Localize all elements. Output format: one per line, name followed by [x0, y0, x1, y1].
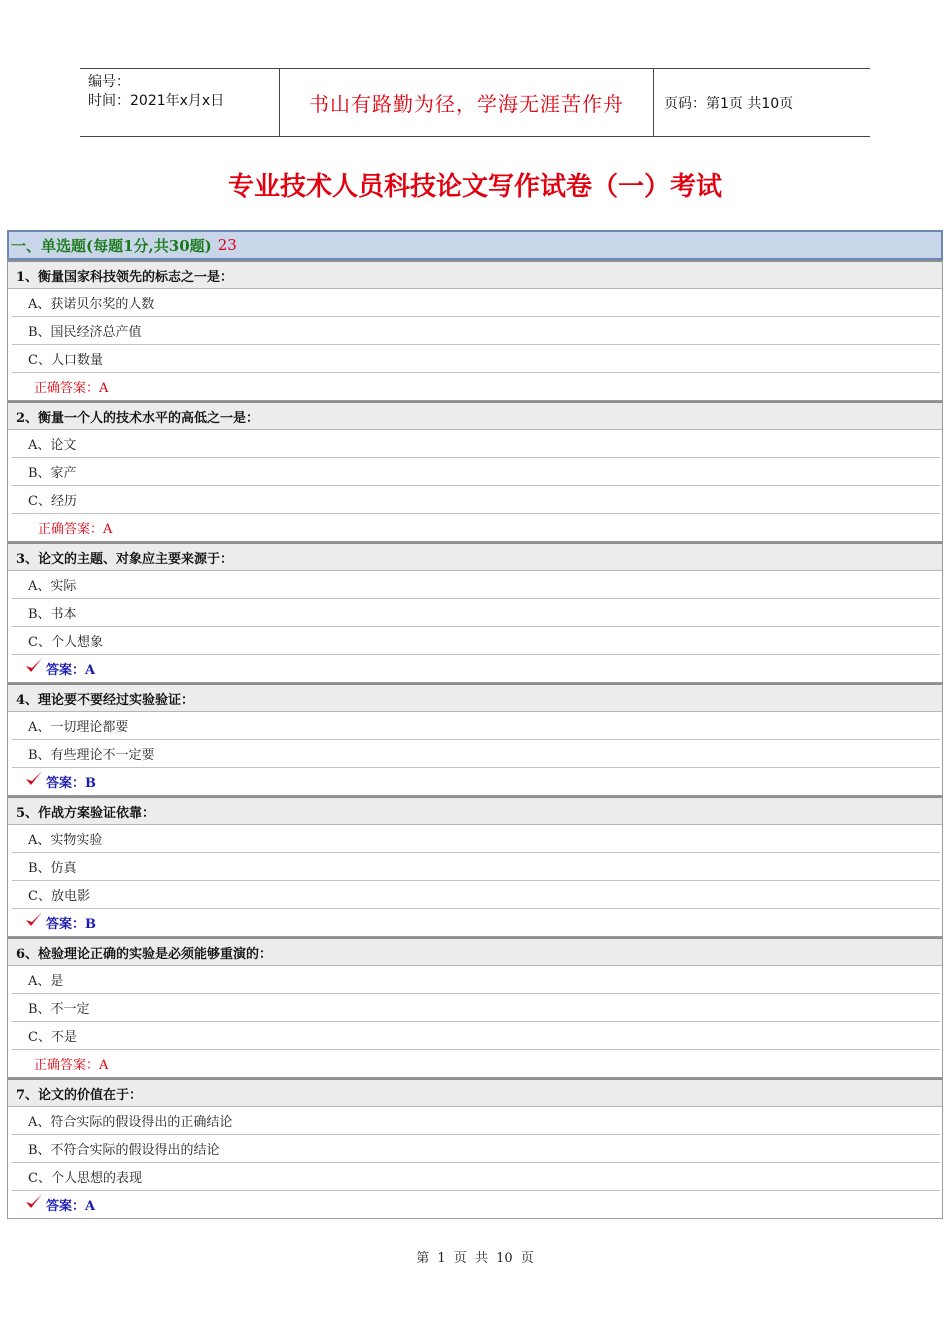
answer-option[interactable]: A、论文 — [12, 430, 940, 458]
answer-option[interactable]: C、经历 — [12, 486, 940, 514]
answer-label: 答案：A — [46, 663, 96, 678]
question-title: 5、作战方案验证依靠： — [8, 796, 942, 825]
document-title: 专业技术人员科技论文写作试卷（一）考试 — [227, 172, 722, 202]
question-title: 1、衡量国家科技领先的标志之一是： — [8, 260, 942, 289]
question-block — [7, 401, 943, 542]
answer-label: 答案：B — [46, 776, 96, 791]
answer-option[interactable]: A、符合实际的假设得出的正确结论 — [12, 1107, 940, 1135]
checkmark-icon — [24, 910, 44, 930]
answer-row — [12, 768, 942, 795]
answer-option[interactable]: B、有些理论不一定要 — [12, 740, 940, 768]
header-page-label: 页码：第1页 共10页 — [664, 95, 794, 112]
question-block — [7, 1078, 943, 1219]
answer-option[interactable]: B、书本 — [12, 599, 940, 627]
question-title: 2、衡量一个人的技术水平的高低之一是： — [8, 401, 942, 430]
answer-option[interactable]: B、仿真 — [12, 853, 940, 881]
answer-option[interactable]: A、获诺贝尔奖的人数 — [12, 289, 940, 317]
footer-total-unit: 页 — [520, 1251, 534, 1266]
answer-option[interactable]: A、实际 — [12, 571, 940, 599]
correct-answer-label: 正确答案：A — [34, 1058, 109, 1073]
section-score: 23 — [217, 236, 237, 254]
footer-page-num: 1 — [437, 1251, 446, 1266]
answer-option[interactable]: B、家产 — [12, 458, 940, 486]
footer-total-num: 10 — [496, 1251, 513, 1266]
footer-page-unit: 页 — [453, 1251, 467, 1266]
answer-option[interactable]: C、个人思想的表现 — [12, 1163, 940, 1191]
exam-container — [7, 230, 943, 1219]
checkmark-icon — [24, 1192, 44, 1212]
answer-row — [12, 1191, 942, 1218]
answer-label: 答案：B — [46, 917, 96, 932]
question-title: 4、理论要不要经过实验验证： — [8, 683, 942, 712]
question-title: 7、论文的价值在于： — [8, 1078, 942, 1107]
answer-option[interactable]: C、个人想象 — [12, 627, 940, 655]
answer-row — [12, 909, 942, 936]
question-block — [7, 260, 943, 401]
header-time-label: 时间：2021年x月x日 — [88, 93, 225, 109]
question-block — [7, 796, 943, 937]
answer-option[interactable]: B、国民经济总产值 — [12, 317, 940, 345]
answer-option[interactable]: C、人口数量 — [12, 345, 940, 373]
answer-label: 答案：A — [46, 1199, 96, 1214]
answer-option[interactable]: B、不一定 — [12, 994, 940, 1022]
question-block — [7, 542, 943, 683]
section-header — [7, 230, 943, 260]
footer-total-word: 共 — [474, 1251, 488, 1266]
answer-option[interactable]: C、放电影 — [12, 881, 940, 909]
answer-option[interactable]: A、一切理论都要 — [12, 712, 940, 740]
correct-answer-label: 正确答案：A — [34, 381, 109, 396]
page-header — [80, 68, 870, 137]
checkmark-icon — [24, 656, 44, 676]
checkmark-icon — [24, 769, 44, 789]
answer-row — [12, 655, 942, 682]
answer-option[interactable]: B、不符合实际的假设得出的结论 — [12, 1135, 940, 1163]
header-info-cell — [80, 69, 280, 136]
header-motto: 书山有路勤为径，学海无涯苦作舟 — [280, 69, 654, 136]
question-title: 3、论文的主题、对象应主要来源于： — [8, 542, 942, 571]
page-footer — [0, 1247, 950, 1266]
correct-answer-label: 正确答案：A — [38, 522, 113, 537]
answer-option[interactable]: A、实物实验 — [12, 825, 940, 853]
section-label: 一、单选题(每题1分,共30题) — [11, 236, 212, 255]
question-title: 6、检验理论正确的实验是必须能够重演的： — [8, 937, 942, 966]
answer-option[interactable]: C、不是 — [12, 1022, 940, 1050]
answer-option[interactable]: A、是 — [12, 966, 940, 994]
header-number-label: 编号： — [88, 74, 130, 90]
footer-page-word: 第 — [416, 1251, 430, 1266]
question-block — [7, 937, 943, 1078]
question-block — [7, 683, 943, 796]
